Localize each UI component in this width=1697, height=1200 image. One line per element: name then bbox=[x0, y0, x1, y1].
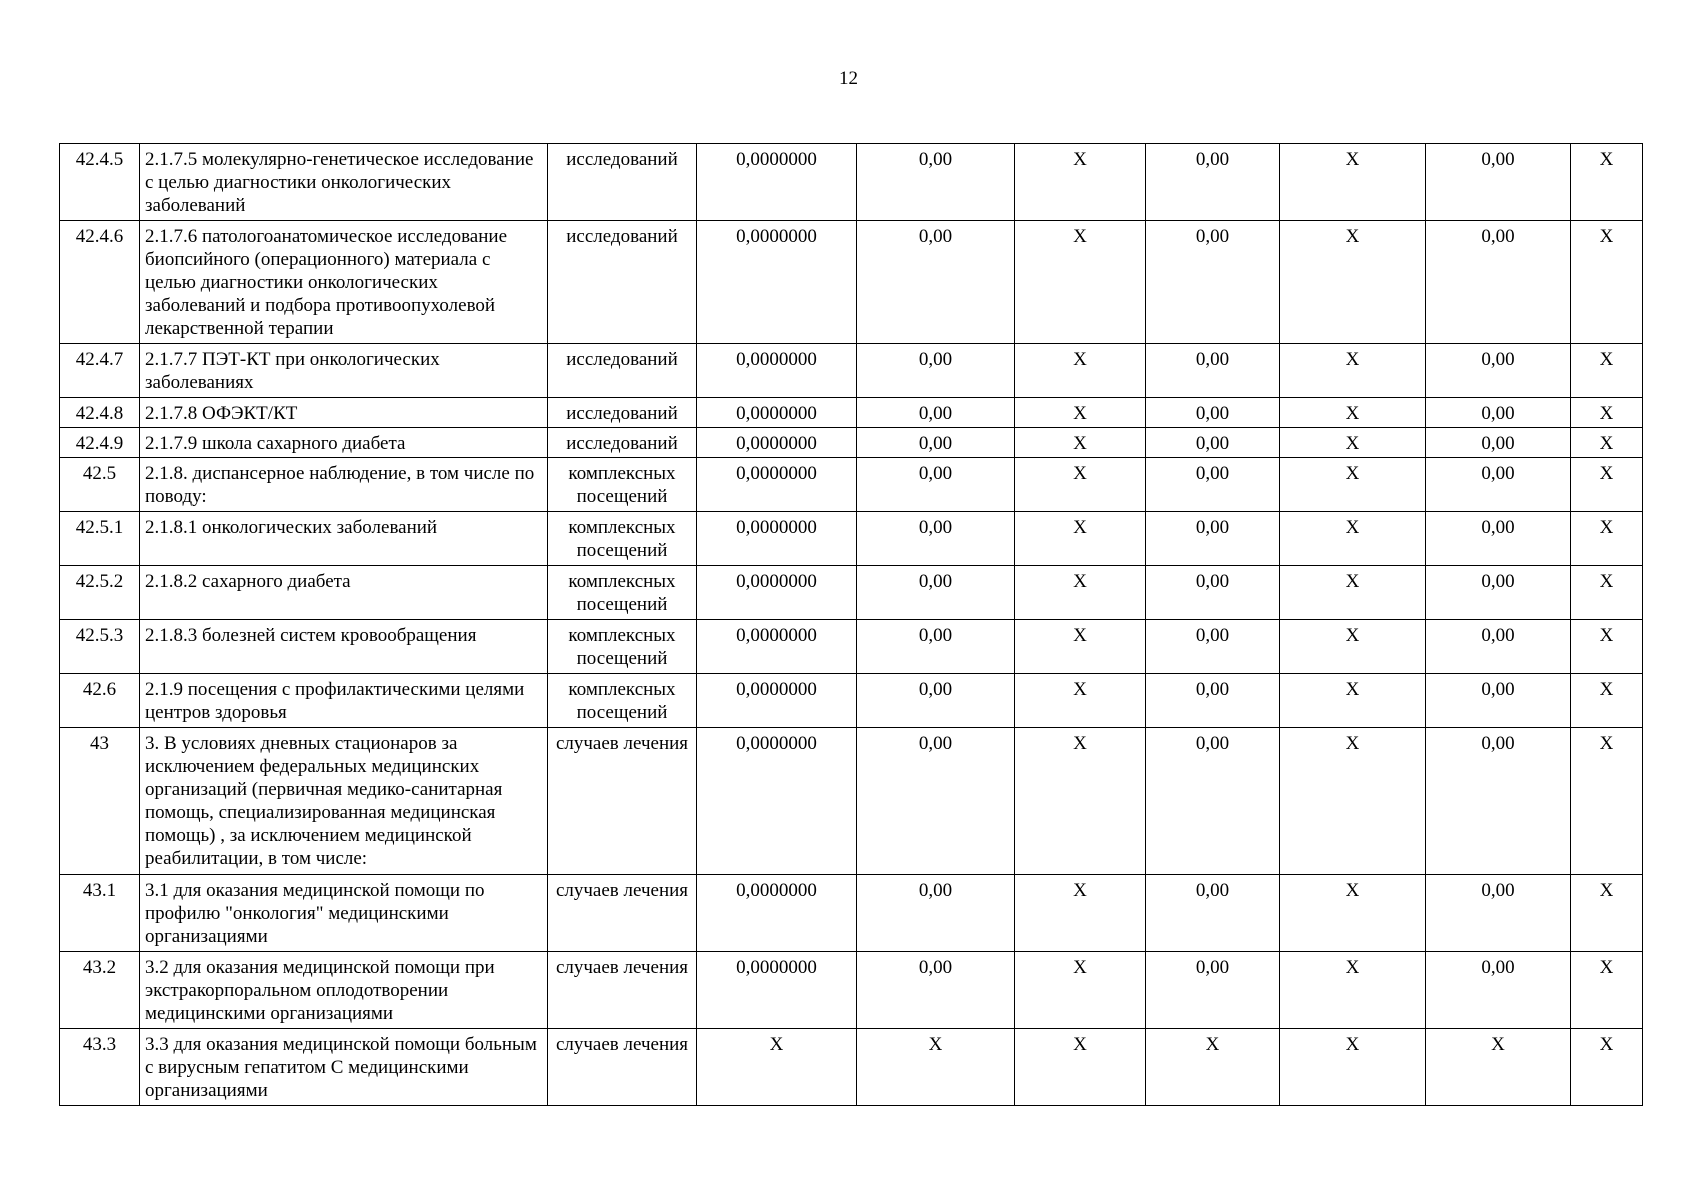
value-cell: X bbox=[1015, 398, 1146, 428]
value-cell: 0,00 bbox=[1426, 952, 1571, 1029]
row-number-cell: 42.4.7 bbox=[60, 344, 140, 398]
table-row bbox=[60, 144, 1643, 221]
row-number-cell: 42.6 bbox=[60, 674, 140, 728]
value-cell: X bbox=[1280, 952, 1426, 1029]
value-cell: 0,0000000 bbox=[697, 144, 857, 221]
value-cell: X bbox=[1280, 875, 1426, 952]
row-name-cell: 2.1.7.5 молекулярно-генетическое исследование с целью диагностики онкологических заболеваний bbox=[140, 144, 548, 221]
value-cell: X bbox=[1015, 344, 1146, 398]
table-row bbox=[60, 512, 1643, 566]
value-cell: X bbox=[1015, 1029, 1146, 1106]
table-row bbox=[60, 674, 1643, 728]
value-cell: X bbox=[1571, 875, 1643, 952]
value-cell: 0,00 bbox=[857, 952, 1015, 1029]
value-cell: 0,00 bbox=[1146, 344, 1280, 398]
row-unit-cell: исследований bbox=[548, 398, 697, 428]
row-unit-cell: исследований bbox=[548, 221, 697, 344]
value-cell: 0,00 bbox=[1146, 144, 1280, 221]
value-cell: X bbox=[1571, 512, 1643, 566]
row-unit-cell: случаев лечения bbox=[548, 875, 697, 952]
row-unit-cell: комплексных посещений bbox=[548, 620, 697, 674]
value-cell: 0,00 bbox=[1426, 728, 1571, 875]
table-row bbox=[60, 952, 1643, 1029]
table-row bbox=[60, 728, 1643, 875]
value-cell: 0,00 bbox=[1146, 458, 1280, 512]
value-cell: 0,0000000 bbox=[697, 221, 857, 344]
value-cell: 0,0000000 bbox=[697, 674, 857, 728]
value-cell: 0,0000000 bbox=[697, 428, 857, 458]
table-row bbox=[60, 221, 1643, 344]
row-number-cell: 42.4.6 bbox=[60, 221, 140, 344]
value-cell: X bbox=[1015, 512, 1146, 566]
row-name-cell: 2.1.8.2 сахарного диабета bbox=[140, 566, 548, 620]
value-cell: X bbox=[1280, 428, 1426, 458]
row-name-cell: 2.1.7.8 ОФЭКТ/КТ bbox=[140, 398, 548, 428]
value-cell: X bbox=[1015, 728, 1146, 875]
table-row bbox=[60, 458, 1643, 512]
value-cell: X bbox=[1280, 344, 1426, 398]
value-cell: 0,0000000 bbox=[697, 875, 857, 952]
value-cell: 0,00 bbox=[1426, 512, 1571, 566]
value-cell: X bbox=[1015, 952, 1146, 1029]
value-cell: 0,0000000 bbox=[697, 398, 857, 428]
value-cell: X bbox=[1015, 428, 1146, 458]
value-cell: 0,00 bbox=[857, 566, 1015, 620]
value-cell: X bbox=[1571, 458, 1643, 512]
value-cell: 0,00 bbox=[857, 221, 1015, 344]
table-row bbox=[60, 1029, 1643, 1106]
row-name-cell: 3. В условиях дневных стационаров за исключением федеральных медицинских организаций (первичная медико-санитарная помощь, специализированная медицинская помощь) , за исключением медицинской реабилитации, в том числе: bbox=[140, 728, 548, 875]
row-unit-cell: комплексных посещений bbox=[548, 674, 697, 728]
data-table bbox=[59, 143, 1643, 1106]
value-cell: 0,00 bbox=[857, 428, 1015, 458]
row-number-cell: 42.4.8 bbox=[60, 398, 140, 428]
value-cell: X bbox=[1015, 620, 1146, 674]
value-cell: 0,00 bbox=[1146, 221, 1280, 344]
row-name-cell: 2.1.8.3 болезней систем кровообращения bbox=[140, 620, 548, 674]
value-cell: 0,00 bbox=[857, 512, 1015, 566]
value-cell: 0,00 bbox=[1426, 344, 1571, 398]
value-cell: 0,00 bbox=[857, 728, 1015, 875]
value-cell: 0,00 bbox=[1426, 674, 1571, 728]
value-cell: X bbox=[1280, 144, 1426, 221]
value-cell: X bbox=[1571, 1029, 1643, 1106]
value-cell: 0,00 bbox=[857, 458, 1015, 512]
value-cell: X bbox=[857, 1029, 1015, 1106]
row-number-cell: 43.3 bbox=[60, 1029, 140, 1106]
row-unit-cell: исследований bbox=[548, 144, 697, 221]
value-cell: X bbox=[1571, 566, 1643, 620]
value-cell: 0,0000000 bbox=[697, 952, 857, 1029]
value-cell: X bbox=[1571, 344, 1643, 398]
row-number-cell: 42.5.3 bbox=[60, 620, 140, 674]
value-cell: 0,0000000 bbox=[697, 344, 857, 398]
value-cell: X bbox=[1280, 458, 1426, 512]
row-unit-cell: комплексных посещений bbox=[548, 512, 697, 566]
row-name-cell: 2.1.8.1 онкологических заболеваний bbox=[140, 512, 548, 566]
value-cell: X bbox=[1280, 620, 1426, 674]
value-cell: X bbox=[1280, 221, 1426, 344]
value-cell: 0,00 bbox=[1146, 728, 1280, 875]
value-cell: 0,0000000 bbox=[697, 620, 857, 674]
row-unit-cell: случаев лечения bbox=[548, 952, 697, 1029]
row-name-cell: 3.2 для оказания медицинской помощи при экстракорпоральном оплодотворении медицинскими организациями bbox=[140, 952, 548, 1029]
value-cell: X bbox=[1015, 221, 1146, 344]
row-number-cell: 42.5.1 bbox=[60, 512, 140, 566]
value-cell: X bbox=[1015, 674, 1146, 728]
value-cell: 0,00 bbox=[1146, 566, 1280, 620]
table-row bbox=[60, 566, 1643, 620]
value-cell: 0,00 bbox=[1426, 566, 1571, 620]
value-cell: X bbox=[1571, 620, 1643, 674]
value-cell: 0,00 bbox=[1146, 875, 1280, 952]
row-unit-cell: комплексных посещений bbox=[548, 458, 697, 512]
value-cell: X bbox=[1015, 566, 1146, 620]
value-cell: 0,00 bbox=[1146, 620, 1280, 674]
value-cell: 0,0000000 bbox=[697, 512, 857, 566]
row-name-cell: 3.3 для оказания медицинской помощи больным с вирусным гепатитом С медицинскими организациями bbox=[140, 1029, 548, 1106]
value-cell: 0,0000000 bbox=[697, 566, 857, 620]
value-cell: X bbox=[1426, 1029, 1571, 1106]
row-number-cell: 43.2 bbox=[60, 952, 140, 1029]
table-body bbox=[60, 144, 1643, 1106]
row-name-cell: 2.1.7.7 ПЭТ-КТ при онкологических заболеваниях bbox=[140, 344, 548, 398]
value-cell: 0,00 bbox=[857, 344, 1015, 398]
value-cell: 0,0000000 bbox=[697, 728, 857, 875]
value-cell: X bbox=[1280, 728, 1426, 875]
row-number-cell: 43.1 bbox=[60, 875, 140, 952]
value-cell: X bbox=[1571, 428, 1643, 458]
row-unit-cell: исследований bbox=[548, 344, 697, 398]
value-cell: X bbox=[1280, 566, 1426, 620]
value-cell: 0,00 bbox=[1146, 428, 1280, 458]
value-cell: 0,00 bbox=[1426, 458, 1571, 512]
value-cell: 0,00 bbox=[857, 144, 1015, 221]
row-unit-cell: комплексных посещений bbox=[548, 566, 697, 620]
value-cell: 0,00 bbox=[1426, 144, 1571, 221]
value-cell: 0,00 bbox=[1426, 221, 1571, 344]
value-cell: 0,00 bbox=[857, 674, 1015, 728]
value-cell: X bbox=[1571, 144, 1643, 221]
row-number-cell: 42.4.5 bbox=[60, 144, 140, 221]
value-cell: X bbox=[1015, 875, 1146, 952]
value-cell: 0,00 bbox=[1146, 674, 1280, 728]
value-cell: 0,00 bbox=[857, 620, 1015, 674]
value-cell: X bbox=[1280, 398, 1426, 428]
row-number-cell: 42.5.2 bbox=[60, 566, 140, 620]
value-cell: X bbox=[1571, 221, 1643, 344]
table-row bbox=[60, 398, 1643, 428]
table-row bbox=[60, 428, 1643, 458]
row-name-cell: 2.1.9 посещения с профилактическими целями центров здоровья bbox=[140, 674, 548, 728]
table-row bbox=[60, 344, 1643, 398]
table-row bbox=[60, 875, 1643, 952]
row-unit-cell: случаев лечения bbox=[548, 1029, 697, 1106]
value-cell: 0,0000000 bbox=[697, 458, 857, 512]
row-name-cell: 2.1.7.6 патологоанатомическое исследование биопсийного (операционного) материала с целью диагностики онкологических заболеваний и подбора противоопухолевой лекарственной терапии bbox=[140, 221, 548, 344]
value-cell: 0,00 bbox=[857, 398, 1015, 428]
value-cell: X bbox=[1571, 728, 1643, 875]
row-unit-cell: исследований bbox=[548, 428, 697, 458]
value-cell: X bbox=[1571, 952, 1643, 1029]
value-cell: 0,00 bbox=[1426, 875, 1571, 952]
row-name-cell: 2.1.7.9 школа сахарного диабета bbox=[140, 428, 548, 458]
value-cell: X bbox=[1571, 674, 1643, 728]
row-name-cell: 2.1.8. диспансерное наблюдение, в том числе по поводу: bbox=[140, 458, 548, 512]
value-cell: 0,00 bbox=[857, 875, 1015, 952]
row-number-cell: 43 bbox=[60, 728, 140, 875]
value-cell: X bbox=[1015, 144, 1146, 221]
value-cell: X bbox=[697, 1029, 857, 1106]
row-number-cell: 42.4.9 bbox=[60, 428, 140, 458]
value-cell: X bbox=[1015, 458, 1146, 512]
value-cell: 0,00 bbox=[1426, 398, 1571, 428]
value-cell: 0,00 bbox=[1426, 620, 1571, 674]
value-cell: X bbox=[1571, 398, 1643, 428]
value-cell: 0,00 bbox=[1146, 952, 1280, 1029]
value-cell: X bbox=[1146, 1029, 1280, 1106]
value-cell: X bbox=[1280, 674, 1426, 728]
value-cell: X bbox=[1280, 1029, 1426, 1106]
row-number-cell: 42.5 bbox=[60, 458, 140, 512]
page-number: 12 bbox=[839, 68, 858, 89]
table-row bbox=[60, 620, 1643, 674]
row-unit-cell: случаев лечения bbox=[548, 728, 697, 875]
value-cell: 0,00 bbox=[1146, 512, 1280, 566]
value-cell: X bbox=[1280, 512, 1426, 566]
value-cell: 0,00 bbox=[1146, 398, 1280, 428]
value-cell: 0,00 bbox=[1426, 428, 1571, 458]
row-name-cell: 3.1 для оказания медицинской помощи по профилю "онкология" медицинскими организациями bbox=[140, 875, 548, 952]
